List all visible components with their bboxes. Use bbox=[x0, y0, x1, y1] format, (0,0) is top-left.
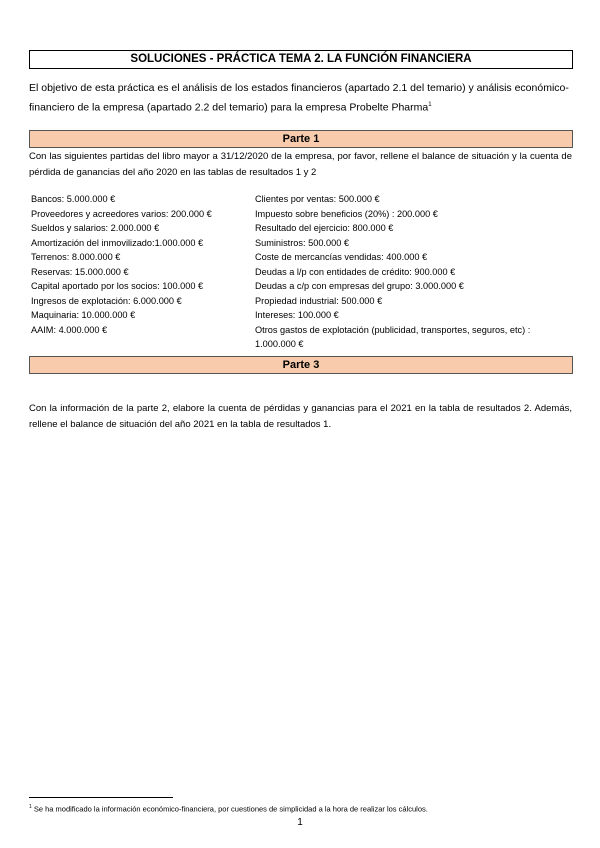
ledger-item: Resultado del ejercicio: 800.000 € bbox=[255, 223, 394, 233]
ledger-item: Reservas: 15.000.000 € bbox=[31, 266, 129, 277]
footnote bbox=[29, 802, 428, 815]
ledger-item: Deudas a l/p con entidades de crédito: 900.000 € bbox=[255, 266, 456, 277]
ledger-item: Ingresos de explotación: 6.000.000 € bbox=[31, 295, 182, 306]
ledger-item: Deudas a c/p con empresas del grupo: 3.000.000 € bbox=[255, 281, 464, 291]
page-number: 1 bbox=[297, 817, 303, 828]
parte-3-instructions: Con la información de la parte 2, elabore la cuenta de pérdidas y ganancias para el 2021 en la tabla de resultados 2. Además, rellene el balance de situación del año 2021 en la tabla de resultados 1. bbox=[29, 403, 572, 430]
intro-text: El objetivo de esta práctica es el análisis de los estados financieros (apartado 2.1 del temario) y análisis económico-financiero de la empresa (apartado 2.2 del temario) para la empresa Probelte Pharma bbox=[29, 82, 569, 114]
ledger-item: Propiedad industrial: 500.000 € bbox=[255, 295, 383, 306]
ledger-item: Terrenos: 8.000.000 € bbox=[31, 252, 121, 262]
ledger-item: Sueldos y salarios: 2.000.000 € bbox=[31, 223, 160, 233]
ledger-item: Capital aportado por los socios: 100.000 € bbox=[31, 281, 204, 291]
ledger-item: Coste de mercancías vendidas: 400.000 € bbox=[255, 252, 428, 262]
parte-1-instructions: Con las siguientes partidas del libro mayor a 31/12/2020 de la empresa, por favor, rellene el balance de situación y la cuenta de pérdida de ganancias del año 2020 en las tablas de resultados 1 y 2 bbox=[29, 151, 572, 178]
ledger-item: Bancos: 5.000.000 € bbox=[31, 194, 116, 204]
footnote-divider bbox=[29, 797, 173, 798]
ledger-items-left-column bbox=[31, 192, 251, 337]
section-heading-parte-1: Parte 1 bbox=[29, 130, 573, 148]
footnote-text: Se ha modificado la información económico-financiera, por cuestiones de simplicidad a la hora de realizar los cálculos. bbox=[31, 804, 428, 814]
ledger-item: Intereses: 100.000 € bbox=[255, 310, 339, 320]
ledger-item: Suministros: 500.000 € bbox=[255, 237, 349, 248]
intro-paragraph bbox=[29, 80, 574, 117]
ledger-item: AAIM: 4.000.000 € bbox=[31, 324, 108, 335]
ledger-item: Impuesto sobre beneficios (20%) : 200.000 € bbox=[255, 208, 438, 219]
footnote-reference[interactable]: 1 bbox=[428, 102, 432, 108]
ledger-item: Maquinaria: 10.000.000 € bbox=[31, 310, 136, 320]
section-heading-parte-3: Parte 3 bbox=[29, 356, 573, 374]
footnote-mark: 1 bbox=[29, 804, 32, 810]
ledger-items-right-column bbox=[255, 192, 545, 352]
ledger-item: Proveedores y acreedores varios: 200.000 € bbox=[31, 208, 212, 219]
ledger-item: Clientes por ventas: 500.000 € bbox=[255, 194, 380, 204]
ledger-item: Otros gastos de explotación (publicidad, transportes, seguros, etc) : 1.000.000 € bbox=[255, 324, 531, 349]
ledger-item: Amortización del inmovilizado:1.000.000 € bbox=[31, 237, 204, 248]
document-title: SOLUCIONES - PRÁCTICA TEMA 2. LA FUNCIÓN FINANCIERA bbox=[29, 50, 573, 69]
